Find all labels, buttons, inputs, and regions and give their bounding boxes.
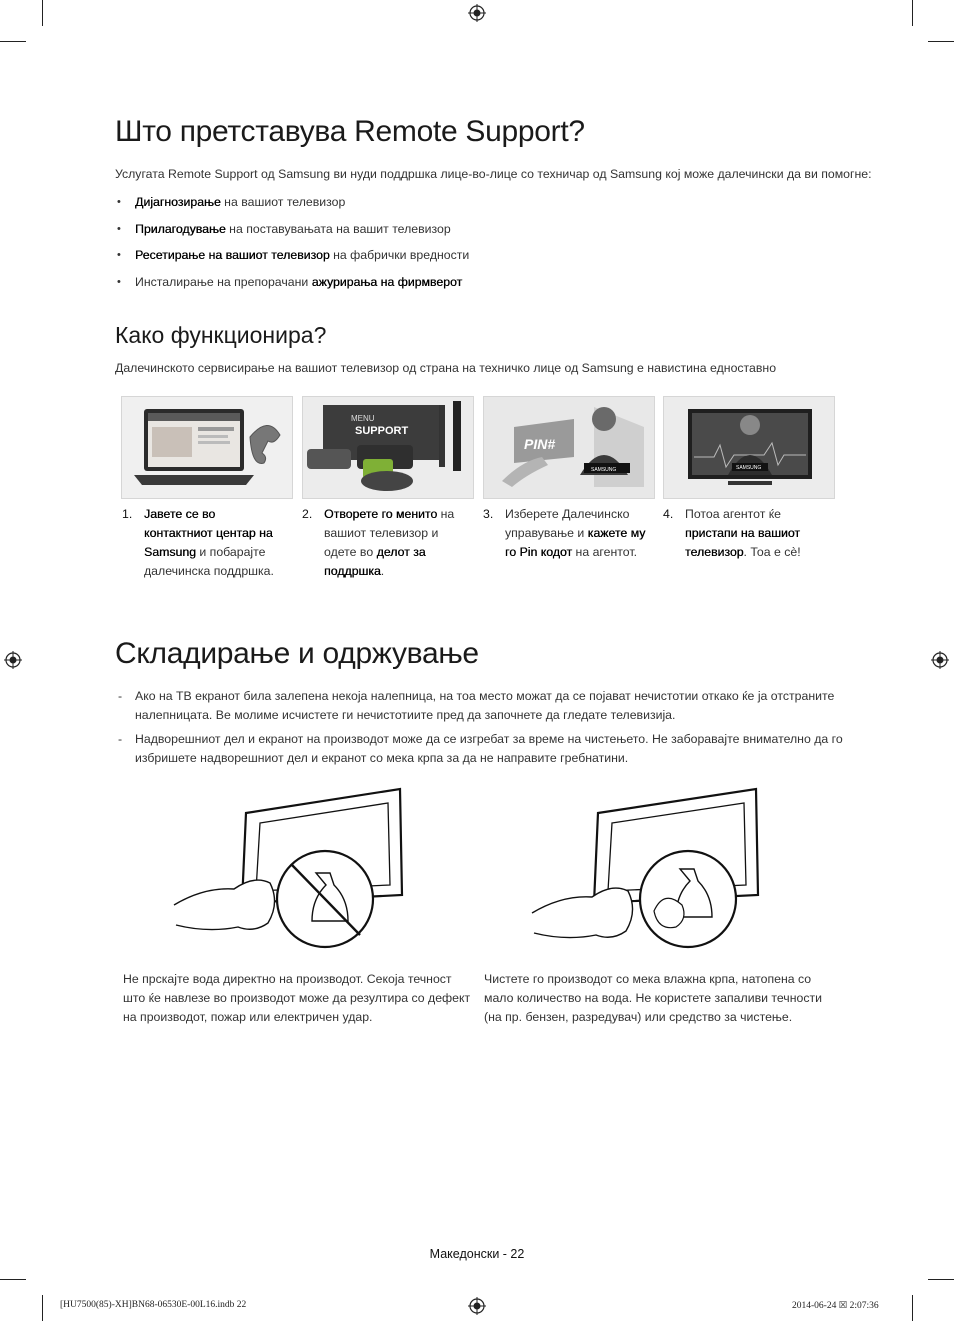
crop-mark [912, 1295, 913, 1321]
intro-paragraph: Услугата Remote Support од Samsung ви нуди поддршка лице-во-лице со техничар од Samsung кој може далечински да ви помогне: [115, 167, 872, 181]
crop-mark [912, 0, 913, 26]
list-item: • Дијагнозирање на вашиот телевизор [115, 196, 469, 223]
slug-right: 2014-06-24 ☒ 2:07:36 [792, 1301, 879, 1311]
caption-soft-cloth: Чистете го производот со мека влажна крпа, натопена со мало количество на вода. Не користете запаливи течности (на пр. бензен, разредувач) или средство за чистење. [484, 972, 822, 1024]
feature-list [115, 196, 469, 303]
list-item: - Надворешниот дел и екранот на производот може да се изгребат за време на чистењето. Не заборавајте внимателно да го избришете надворешниот дел и екранот со мека крпа за да не направите гребнатини. [115, 730, 845, 768]
page-title: Што претставува Remote Support? [115, 115, 585, 148]
registration-mark-icon [4, 651, 22, 669]
illustration-pin [483, 396, 655, 499]
step-number: 3. [483, 507, 494, 521]
registration-mark-icon [468, 1297, 486, 1315]
step-text: Потоа агентот ќе пристапи на вашиот телевизор. Тоа е сè! [685, 507, 801, 559]
step-number: 2. [302, 507, 313, 521]
care-notes [115, 687, 845, 773]
caption-no-spray: Не прскајте вода директно на производот. Секоја течност што ќе навлезе во производот може да резултира со дефект на производот, пожар или електричен удар. [123, 972, 471, 1024]
section-title: Складирање и одржување [115, 637, 479, 670]
pin-label: PIN# [524, 436, 556, 452]
laptop-phone-icon [122, 397, 292, 498]
support-label: SUPPORT [355, 425, 409, 437]
step-text: Јавете се во контактниот центар на Samsung и побарајте далечинска поддршка. [144, 507, 274, 578]
brand-label: SAMSUNG [591, 467, 617, 473]
no-spray-illustration [170, 785, 430, 955]
crop-mark [0, 1279, 26, 1280]
step-number: 4. [663, 507, 674, 521]
section-intro: Далечинското сервисирање на вашиот телевизор од страна на техничко лице од Samsung е навистина едноставно [115, 361, 777, 375]
step-text: Отворете го менито на вашиот телевизор и одете во делот за поддршка. [324, 507, 455, 578]
tv-agent-icon [664, 397, 834, 498]
tv-menu-icon [303, 397, 473, 498]
pin-agent-icon [484, 397, 654, 498]
illustration-menu-support [302, 396, 474, 499]
registration-mark-icon [931, 651, 949, 669]
menu-label: MENU [351, 414, 375, 423]
crop-mark [928, 41, 954, 42]
registration-mark-icon [468, 4, 486, 22]
crop-mark [928, 1279, 954, 1280]
list-item: • Ресетирање на вашиот телевизор на фабрички вредности [115, 249, 469, 276]
illustration-call-center [121, 396, 293, 499]
list-item: - Ако на ТВ екранот била залепена некоја налепница, на тоа место можат да се појават нечистотии откако ќе ја отстраните налепницата. Ве молиме исчистете ги нечистотиите пред да започнете да гледате телевизија. [115, 687, 845, 725]
illustration-agent-tv [663, 396, 835, 499]
slug-left: [HU7500(85)-XH]BN68-06530E-00L16.indb 22 [60, 1300, 247, 1310]
page-number: Македонски - 22 [429, 1247, 525, 1261]
brand-label: SAMSUNG [736, 465, 762, 471]
step-number: 1. [122, 507, 133, 521]
step-text: Изберете Далечинско управување и кажете му го Pin кодот на агентот. [505, 507, 646, 559]
list-item: • Прилагодување на поставувањата на вашит телевизор [115, 223, 469, 250]
crop-mark [42, 1295, 43, 1321]
soft-cloth-illustration [530, 785, 790, 955]
section-heading: Како функционира? [115, 322, 327, 348]
crop-mark [42, 0, 43, 26]
list-item: • Инсталирање на препорачани ажурирања на фирмверот [115, 276, 469, 303]
crop-mark [0, 41, 26, 42]
